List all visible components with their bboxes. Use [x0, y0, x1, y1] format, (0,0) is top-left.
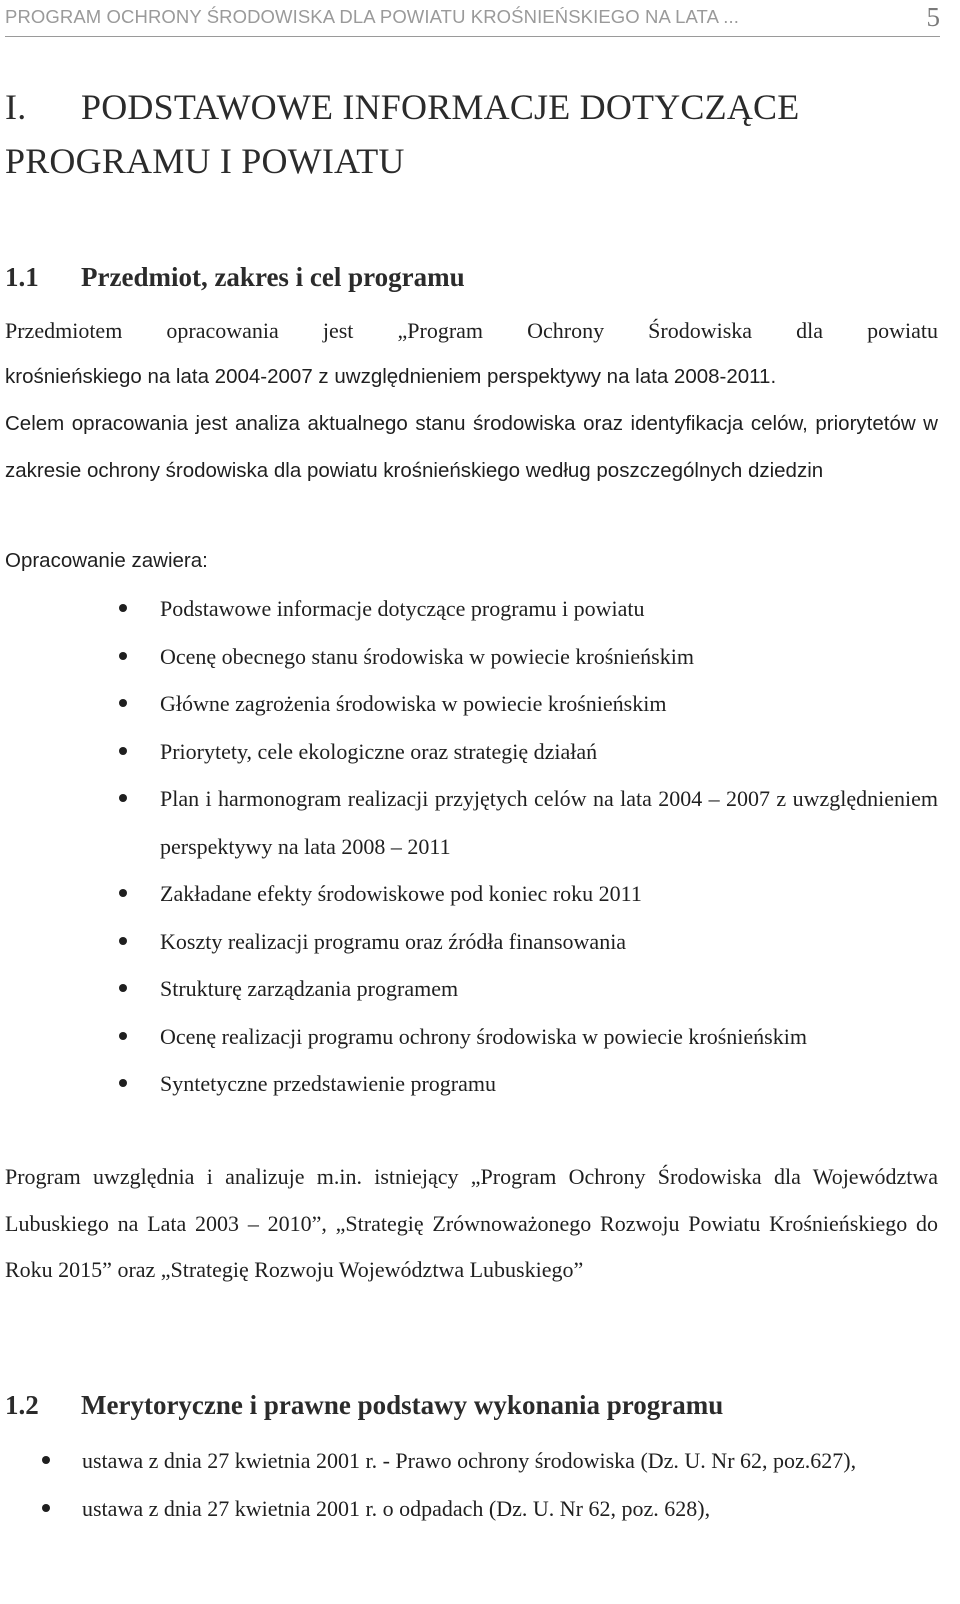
list-item: Zakładane efekty środowiskowe pod koniec roku 2011: [160, 870, 938, 918]
section-1-2-title: Merytoryczne i prawne podstawy wykonania programu: [81, 1390, 724, 1420]
list-item: Strukturę zarządzania programem: [160, 965, 938, 1013]
intro-paragraph-line1: Przedmiotem opracowania jest „Program Ochrony Środowiska dla powiatu: [5, 318, 938, 343]
list-item: ustawa z dnia 27 kwietnia 2001 r. o odpadach (Dz. U. Nr 62, poz. 628),: [82, 1485, 938, 1533]
chapter-title-line2: PROGRAMU I POWIATU: [5, 141, 405, 181]
intro-paragraph-line2: krośnieńskiego na lata 2004-2007 z uwzględnieniem perspektywy na lata 2008-2011.: [5, 365, 777, 388]
page-header: [5, 2, 940, 37]
list-item: Syntetyczne przedstawienie programu: [160, 1060, 938, 1108]
section-1-2-number: 1.2: [5, 1390, 39, 1420]
aim-paragraph: Celem opracowania jest analiza aktualnego stanu środowiska oraz identyfikacja celów, priorytetów w zakresie ochrony środowiska dla powiatu krośnieńskiego według poszczególnych dziedzin: [5, 412, 938, 482]
list-item: Podstawowe informacje dotyczące programu i powiatu: [160, 585, 938, 633]
chapter-heading: [5, 80, 799, 188]
contents-label: Opracowanie zawiera:: [5, 549, 208, 572]
list-item: ustawa z dnia 27 kwietnia 2001 r. - Prawo ochrony środowiska (Dz. U. Nr 62, poz.627),: [82, 1437, 938, 1485]
section-1-1-title: Przedmiot, zakres i cel programu: [81, 262, 465, 292]
list-item: Koszty realizacji programu oraz źródła finansowania: [160, 918, 938, 966]
legal-basis-list: [82, 1437, 938, 1532]
section-1-1-number: 1.1: [5, 262, 39, 292]
page-number: 5: [926, 2, 940, 32]
list-item: Plan i harmonogram realizacji przyjętych celów na lata 2004 – 2007 z uwzględnieniem perspektywy na lata 2008 – 2011: [160, 775, 938, 870]
list-item: Główne zagrożenia środowiska w powiecie krośnieńskim: [160, 680, 938, 728]
list-item: Ocenę realizacji programu ochrony środowiska w powiecie krośnieńskim: [160, 1013, 938, 1061]
section-1-2-heading: [5, 1390, 723, 1421]
list-item: Priorytety, cele ekologiczne oraz strategię działań: [160, 728, 938, 776]
list-item: Ocenę obecnego stanu środowiska w powiecie krośnieńskim: [160, 633, 938, 681]
chapter-title-line1: PODSTAWOWE INFORMACJE DOTYCZĄCE: [81, 87, 800, 127]
references-paragraph: Program uwzględnia i analizuje m.in. istniejący „Program Ochrony Środowiska dla Województwa Lubuskiego na Lata 2003 – 2010”, „Strategię Zrównoważonego Rozwoju Powiatu Krośnieńskiego do Roku 2015” oraz „Strategię Rozwoju Województwa Lubuskiego”: [5, 1164, 938, 1282]
section-1-1-heading: [5, 262, 465, 293]
contents-list: [160, 585, 938, 1108]
chapter-number: I.: [5, 87, 27, 127]
running-header-title: PROGRAM OCHRONY ŚRODOWISKA DLA POWIATU KROŚNIEŃSKIEGO NA LATA ...: [5, 6, 739, 27]
